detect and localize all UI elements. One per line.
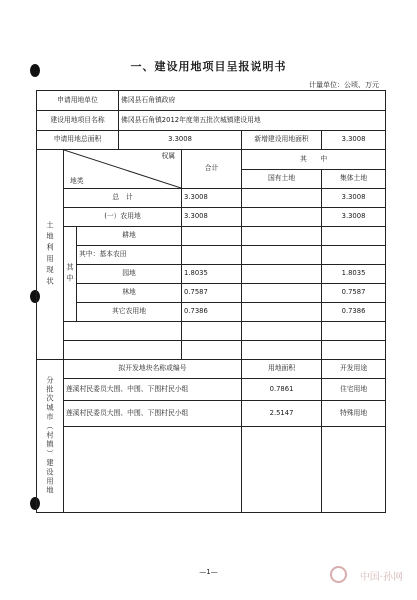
plots-section-label: 分批次城市（村镇）建设用地 <box>37 360 64 513</box>
garden-label: 园地 <box>77 265 182 284</box>
land-agri-row <box>37 208 386 227</box>
applicant-label: 申请用地单位 <box>37 91 119 111</box>
forest-collective: 0.7587 <box>322 284 386 303</box>
land-total-row <box>37 189 386 208</box>
land-blank-row <box>37 341 386 360</box>
total-area-label: 申请用地总面积 <box>37 131 119 150</box>
garden-sum: 1.8035 <box>182 265 242 284</box>
total-collective: 3.3008 <box>322 189 386 208</box>
project-row <box>37 111 386 131</box>
measurement-unit: 计量单位：公顷、万元 <box>309 81 379 89</box>
total-area-value: 3.3008 <box>119 131 242 150</box>
plot-name: 莲溪村民委员大围、中围、下围村民小组 <box>64 379 242 401</box>
land-forest-row <box>37 284 386 303</box>
plot-area: 2.5147 <box>242 401 322 427</box>
agri-label: (一）农用地 <box>64 208 182 227</box>
new-area-label: 新增建设用地面积 <box>242 131 322 150</box>
document-title: 一、建设用地项目呈报说明书 <box>130 60 287 73</box>
land-header-row-1 <box>37 150 386 170</box>
diagonal-header-cell <box>64 150 182 189</box>
page-number: —1— <box>199 568 218 576</box>
plot-use: 住宅用地 <box>322 379 386 401</box>
forest-label: 林地 <box>77 284 182 303</box>
project-label: 建设用地项目名称 <box>37 111 119 131</box>
basic-farm-label: 其中：基本农田 <box>77 246 182 265</box>
new-area-value: 3.3008 <box>322 131 386 150</box>
agri-collective: 3.3008 <box>322 208 386 227</box>
plot-blank-row <box>37 427 386 513</box>
plots-header-row <box>37 360 386 379</box>
plot-use: 特殊用地 <box>322 401 386 427</box>
agri-state <box>242 208 322 227</box>
land-garden-row <box>37 265 386 284</box>
total-label: 总 计 <box>64 189 182 208</box>
plot-area: 0.7861 <box>242 379 322 401</box>
header-plot-use: 开发用途 <box>322 360 386 379</box>
total-state <box>242 189 322 208</box>
watermark-text: 中国·孙网 <box>359 572 403 583</box>
area-row <box>37 131 386 150</box>
header-land-type: 地类 <box>70 176 84 185</box>
other-sum: 0.7386 <box>182 303 242 322</box>
plot-row <box>37 379 386 401</box>
cultivated-label: 耕地 <box>77 227 182 246</box>
land-other-row <box>37 303 386 322</box>
land-use-section-label: 土地利用现状 <box>37 150 64 360</box>
agri-sum: 3.3008 <box>182 208 242 227</box>
land-basic-farm-row <box>37 246 386 265</box>
header-plot-name: 拟开发地块名称或编号 <box>64 360 242 379</box>
header-among: 其 中 <box>242 150 386 170</box>
header-plot-area: 用地面积 <box>242 360 322 379</box>
plot-row <box>37 401 386 427</box>
total-sum: 3.3008 <box>182 189 242 208</box>
header-collective-land: 集体土地 <box>322 170 386 189</box>
applicant-row <box>37 91 386 111</box>
applicant-value: 佛冈县石角镇政府 <box>119 91 386 111</box>
header-total: 合计 <box>182 150 242 189</box>
garden-collective: 1.8035 <box>322 265 386 284</box>
among-label: 其中 <box>64 227 77 322</box>
header-state-land: 国有土地 <box>242 170 322 189</box>
project-value: 佛冈县石角镇2012年度第五批次城镇建设用地 <box>119 111 386 131</box>
land-cultivated-row <box>37 227 386 246</box>
plot-name: 莲溪村民委员大围、中围、下围村民小组 <box>64 401 242 427</box>
application-form-table <box>36 90 386 513</box>
forest-sum: 0.7587 <box>182 284 242 303</box>
watermark-logo-icon <box>330 566 347 583</box>
header-ownership: 权属 <box>161 152 176 160</box>
other-agri-label: 其它农用地 <box>77 303 182 322</box>
other-collective: 0.7386 <box>322 303 386 322</box>
land-blank-row <box>37 322 386 341</box>
